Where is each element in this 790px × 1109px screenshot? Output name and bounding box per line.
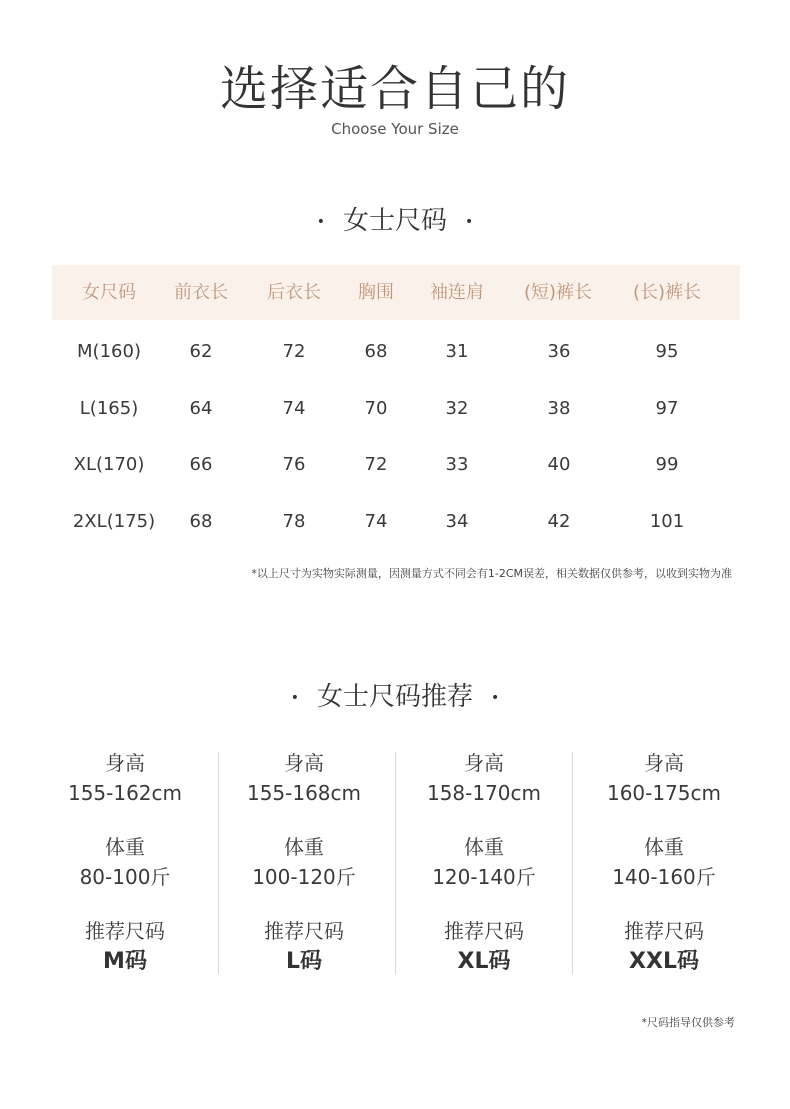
table-cell: 31 xyxy=(445,341,469,362)
table-cell: 68 xyxy=(364,341,388,362)
size-recommend-heading-text: 女士尺码推荐 xyxy=(316,682,473,712)
weight-value: 120-140斤 xyxy=(432,865,536,889)
column-header: 女尺码 xyxy=(82,282,136,303)
bullet-dot-icon: • xyxy=(316,213,325,230)
table-cell: 72 xyxy=(282,341,306,362)
recommended-size-label: 推荐尺码 xyxy=(444,919,524,943)
column-header: 前衣长 xyxy=(174,282,228,303)
table-cell: 95 xyxy=(655,341,679,362)
table-cell: 74 xyxy=(364,511,388,532)
page-title: 选择适合自己的 xyxy=(219,61,570,117)
table-cell: 36 xyxy=(547,341,571,362)
bullet-dot-icon: • xyxy=(491,689,500,706)
height-value: 155-168cm xyxy=(246,781,362,805)
table-cell: 64 xyxy=(189,398,213,419)
table-row xyxy=(0,394,790,424)
table-cell: L(165) xyxy=(79,398,139,419)
table-row xyxy=(0,337,790,367)
table-cell: 68 xyxy=(189,511,213,532)
table-cell: 76 xyxy=(282,454,306,475)
height-label: 身高 xyxy=(644,751,684,775)
size-chart-heading xyxy=(0,200,790,237)
column-header: (长)裤长 xyxy=(632,282,702,303)
recommended-size-label: 推荐尺码 xyxy=(624,919,704,943)
weight-value: 80-100斤 xyxy=(79,865,171,889)
table-cell: 40 xyxy=(547,454,571,475)
weight-label: 体重 xyxy=(284,835,324,859)
table-cell: 66 xyxy=(189,454,213,475)
recommended-size-value: XL码 xyxy=(457,949,511,974)
table-cell: 34 xyxy=(445,511,469,532)
height-label: 身高 xyxy=(284,751,324,775)
table-cell: 33 xyxy=(445,454,469,475)
recommend-card xyxy=(395,748,573,976)
weight-label: 体重 xyxy=(644,835,684,859)
table-cell: 70 xyxy=(364,398,388,419)
recommended-size-value: XXL码 xyxy=(629,949,699,974)
weight-label: 体重 xyxy=(464,835,504,859)
recommended-size-value: L码 xyxy=(285,949,323,974)
table-cell: 2XL(175) xyxy=(72,511,156,532)
column-header: (短)裤长 xyxy=(523,282,593,303)
recommended-size-value: M码 xyxy=(103,949,147,974)
recommended-size-label: 推荐尺码 xyxy=(85,919,165,943)
table-cell: 99 xyxy=(655,454,679,475)
table-cell: 101 xyxy=(649,511,685,532)
measurement-disclaimer: *以上尺寸为实物实际测量，因测量方式不同会有1-2CM误差，相关数据仅供参考，以收到实物为准 xyxy=(251,567,732,580)
table-cell: M(160) xyxy=(77,341,141,362)
size-chart-heading-text: 女士尺码 xyxy=(342,206,447,236)
height-value: 155-162cm xyxy=(67,781,183,805)
height-label: 身高 xyxy=(105,751,145,775)
table-cell: 72 xyxy=(364,454,388,475)
table-row xyxy=(0,450,790,480)
size-table-header xyxy=(52,265,740,320)
column-header: 袖连肩 xyxy=(430,282,484,303)
column-divider xyxy=(572,752,573,974)
table-cell: XL(170) xyxy=(73,454,145,475)
table-cell: 74 xyxy=(282,398,306,419)
table-cell: 97 xyxy=(655,398,679,419)
table-cell: 62 xyxy=(189,341,213,362)
column-header: 后衣长 xyxy=(267,282,321,303)
height-label: 身高 xyxy=(464,751,504,775)
weight-value: 100-120斤 xyxy=(252,865,356,889)
recommended-size-label: 推荐尺码 xyxy=(264,919,344,943)
size-guide-disclaimer: *尺码指导仅供参考 xyxy=(641,1016,735,1029)
table-cell: 38 xyxy=(547,398,571,419)
page-subtitle: Choose Your Size xyxy=(331,120,459,138)
recommend-card xyxy=(36,748,214,976)
table-cell: 42 xyxy=(547,511,571,532)
weight-label: 体重 xyxy=(105,835,145,859)
height-value: 158-170cm xyxy=(426,781,542,805)
recommend-card xyxy=(575,748,753,976)
recommend-card xyxy=(215,748,393,976)
table-row xyxy=(0,507,790,537)
table-cell: 32 xyxy=(445,398,469,419)
bullet-dot-icon: • xyxy=(290,689,299,706)
height-value: 160-175cm xyxy=(606,781,722,805)
size-recommend-heading xyxy=(0,676,790,713)
table-cell: 78 xyxy=(282,511,306,532)
weight-value: 140-160斤 xyxy=(612,865,716,889)
column-header: 胸围 xyxy=(358,282,394,303)
bullet-dot-icon: • xyxy=(465,213,474,230)
